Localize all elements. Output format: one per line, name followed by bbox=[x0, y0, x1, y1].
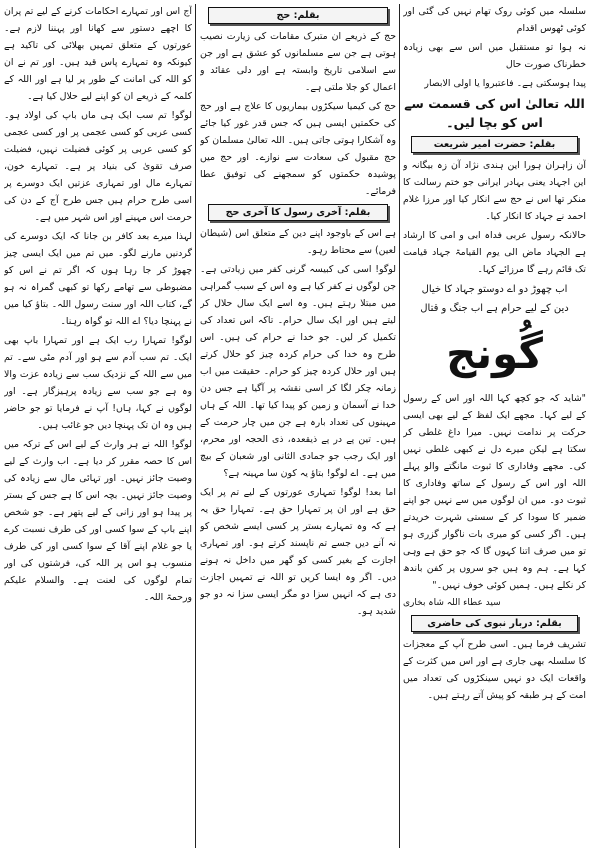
poem-line: دین کے لیے حرام ہے اب جنگ و قتال bbox=[420, 303, 569, 314]
article-paragraph: "شاید کہ جو کچھ کہا اللہ اور اس کے رسول کے لیے کہا۔ مجھے ایک لفظ کے لیے بھی ایسی حرکت پر ندامت نہیں۔ میرا داغ غلطی کر سکتا ہے لیکن میرے دل نے کبھی غلطی نہیں کی۔ مجھے وفاداری کا ثبوت مانگتے والو پہلے اللہ اور اس کے رسول کے ساتھ وفاداری کا ثبوت دو۔ میں ان لوگوں میں سے نہیں جو اپنے ضمیر کا سودا کر کے سستی شہرت خریدتے ہیں۔ اگر کسی کو میری بات ناگوار گزری ہو تو میں صرف اتنا کہوں گا کہ جو حق ہے وہی کہا ہے۔ ہم وہ ہیں جو سروں پر کفن باندھ کر نکلے ہیں۔ ہمیں کوئی خوف نہیں۔" bbox=[403, 393, 586, 591]
article-paragraph: لوگو! اسی کی کبیسہ گرنی کفر میں زیادتی ہے۔ جن لوگوں نے کفر کیا ہے وہ اس کے سبب گمراہی میں مبتلا رہتے ہیں۔ وہ اسے ایک سال حلال کر لیتے ہیں اور ایک سال حرام۔ تاکہ اس تعداد کی تکمیل کر لیں۔ جو خدا نے حرام کی ہیں۔ اس طرح وہ خدا کی حرام کردہ چیز کو حلال کرتے ہیں اور حلال کردہ چیز کو حرام۔ حقیقت میں اب زمانہ چکر لگا کر اسی نقشہ پر آگیا ہے جس دن خدا نے آسمان و زمین کو پیدا کیا تھا۔ اللہ کے ہاں مہینوں کی تعداد بارہ ہے جن میں چار حرمت کے ہیں۔ تین پے در پے ذیقعدہ، ذی الحجہ اور محرم، اور ایک رجب جو جمادی الثانی اور شعبان کے بیچ میں ہے۔ اے لوگو! بتاؤ یہ کون سا مہینہ ہے؟ bbox=[200, 264, 396, 479]
column-right bbox=[403, 3, 586, 849]
section-heading-box: بقلم: آخری رسول کا آخری حج bbox=[208, 204, 388, 221]
intro-line: سلسلہ میں کوئی روک تھام نہیں کی گئی اور کوئی ٹھوس اقدام bbox=[403, 6, 586, 34]
poem-line: اب چھوڑ دو اے دوستو جہاد کا خیال bbox=[421, 284, 568, 295]
headline: اللہ تعالیٰ اس کی قسمت سے اس کو بچا لیں۔ bbox=[404, 96, 585, 130]
column-left bbox=[4, 3, 192, 849]
section-heading-box: بقلم: دربار نبوی کی حاضری bbox=[411, 615, 578, 632]
article-paragraph: حج کے ذریعے ان متبرک مقامات کی زیارت نصیب ہوتی ہے جن سے مسلمانوں کو عشق ہے اور جن سے اسلامی تاریخ وابستہ ہے اور دلی عقائد و اعمال کو جلا ملتی ہے۔ bbox=[200, 31, 396, 93]
column-divider bbox=[399, 4, 400, 848]
article-paragraph: تشریف فرما ہیں۔ اسی طرح آپ کے معجزات کا سلسلہ بھی جاری ہے اور اس میں کثرت کے واقعات ایک دو نہیں سینکڑوں کی تعداد میں امت کے ہر طبقہ کو پیش آتے رہتے ہیں۔ bbox=[403, 639, 586, 701]
article-paragraph: لوگو! تم سب ایک ہی ماں باپ کی اولاد ہو۔ کسی عربی کو کسی عجمی پر اور کسی عجمی کو کسی عربی پر کوئی فضیلت نہیں، فضیلت صرف تقویٰ کی بنیاد پر ہے۔ تمہارے خون، تمہارے مال اور تمہاری عزتیں ایک دوسرے پر اسی طرح حرام ہیں جس طرح آج کے دن کی حرمت اس مہینے اور اس شہر میں ہے۔ bbox=[4, 110, 192, 223]
article-paragraph: آن زاہران ہورا این ہندی نژاد آن زہ بیگانہ و این اجہاد یعنی بہادر ایرانی جو ختم رسالت کا منکر تھا اس نے حج سے انکار کیا اور مرزا غلام احمد نے جہاد کا انکار کیا۔ bbox=[403, 160, 586, 222]
author-signature: سید عطاء اللہ شاہ بخاری bbox=[403, 598, 501, 608]
section-heading-box: بقلم: حج bbox=[208, 7, 388, 24]
article-paragraph: حج کی کیمیا سیکڑوں بیماریوں کا علاج ہے اور حج کی حکمتیں ایسی ہیں کہ جس قدر غور کیا جائے وہ آشکارا ہوتی جاتی ہیں۔ اللہ تعالیٰ مسلمان کو حج مقبول کی سعادت سے نوازے۔ اور حج میں پوشیدہ حکمتوں کو سمجھنے کی توفیق عطا فرمائے۔ bbox=[200, 101, 396, 197]
article-paragraph: اما بعد! لوگو! تمہاری عورتوں کے لیے تم پر ایک حق ہے اور ان پر تمہارا حق ہے۔ تمہارا حق یہ ہے کہ وہ تمہارے بستر پر کسی ایسے شخص کو نہ آنے دیں جسے تم ناپسند کرتے ہو۔ اور تمہاری اجازت کے بغیر کسی کو گھر میں داخل نہ ہونے دیں۔ اگر وہ ایسا کریں تو اللہ نے تمہیں اجازت دی ہے کہ انہیں سزا دو مگر ایسی سزا نہ دو جو شدید ہو۔ bbox=[200, 487, 396, 617]
feature-title: گُونج bbox=[446, 329, 543, 378]
section-heading-box: بقلم: حضرت امیر شریعت bbox=[411, 136, 578, 153]
article-paragraph: لوگو! تمہارا رب ایک ہے اور تمہارا باپ بھی ایک۔ تم سب آدم سے ہو اور آدم مٹی سے۔ تم میں سے اللہ کے نزدیک سب سے زیادہ عزت والا وہ ہے جو سب سے زیادہ پرہیزگار ہے۔ اور لوگوں نے کہا، ہاں! آپ نے فرمایا تو جو حاضر ہیں وہ ان تک پہنچا دیں جو غائب ہیں۔ bbox=[4, 335, 192, 431]
column-middle bbox=[200, 3, 396, 849]
article-paragraph: لہذا میرے بعد کافر بن جانا کہ ایک دوسرے کی گردنیں مارنے لگو۔ میں تم میں ایک ایسی چیز چھوڑ کر جا رہا ہوں کہ اگر تم نے اس کو مضبوطی سے تھامے رکھا تو کبھی گمراہ نہ ہو گے، کتاب اللہ اور سنت رسول اللہ۔ بتاؤ کیا میں نے پہنچا دیا؟ اے اللہ تو گواہ رہنا۔ bbox=[4, 231, 192, 327]
intro-line: پیدا ہوسکتی ہے۔ فاعتبروا یا اولی الابصار bbox=[424, 78, 586, 89]
poem-verse bbox=[403, 280, 586, 318]
article-paragraph: لوگو! اللہ نے ہر وارث کے لیے اس کے ترکہ میں اس کا حصہ مقرر کر دیا ہے۔ اب وارث کے لیے وصیت جائز نہیں۔ اور تہائی مال سے زیادہ کی وصیت جائز نہیں۔ بچہ اس کا ہے جس کے بستر پر پیدا ہو اور زانی کے لیے پتھر ہے۔ جو شخص اپنے باپ کے سوا کسی اور کی طرف نسبت کرے یا جو غلام اپنے آقا کے سوا کسی اور کی طرف منسوب ہو اس پر اللہ کی، فرشتوں کی اور تمام لوگوں کی لعنت ہے۔ والسلام علیکم ورحمۃ اللہ۔ bbox=[4, 439, 192, 603]
article-paragraph: حالانکہ رسول عربی فداہ ابی و امی کا ارشاد ہے الجہاد ماض الی یوم القیامۃ جہاد قیامت تک قائم رہے گا مرزائے کہا۔ bbox=[403, 230, 586, 275]
article-paragraph: آج اس اور تمہارے احکامات کرنے کے لیے تم پران کا اچھے دستور سے کھانا اور پہننا لازم ہے۔ عورتوں کے متعلق تمہیں بھلائی کی تاکید ہے کیونکہ وہ تمہارے پاس قید ہیں۔ اور تم نے ان کو اللہ کی امانت کے طور پر لیا ہے اور اللہ کے کلمہ کے ذریعے ان کو اپنے لیے حلال کیا ہے۔ bbox=[4, 6, 192, 102]
article-paragraph: ہے اس کے باوجود اپنے دین کے متعلق اس (شیطان لعین) سے محتاط رہو۔ bbox=[200, 228, 396, 256]
column-divider bbox=[195, 4, 196, 848]
intro-line: نہ ہوا تو مستقبل میں اس سے بھی زیادہ خطرناک صورت حال bbox=[403, 42, 586, 70]
